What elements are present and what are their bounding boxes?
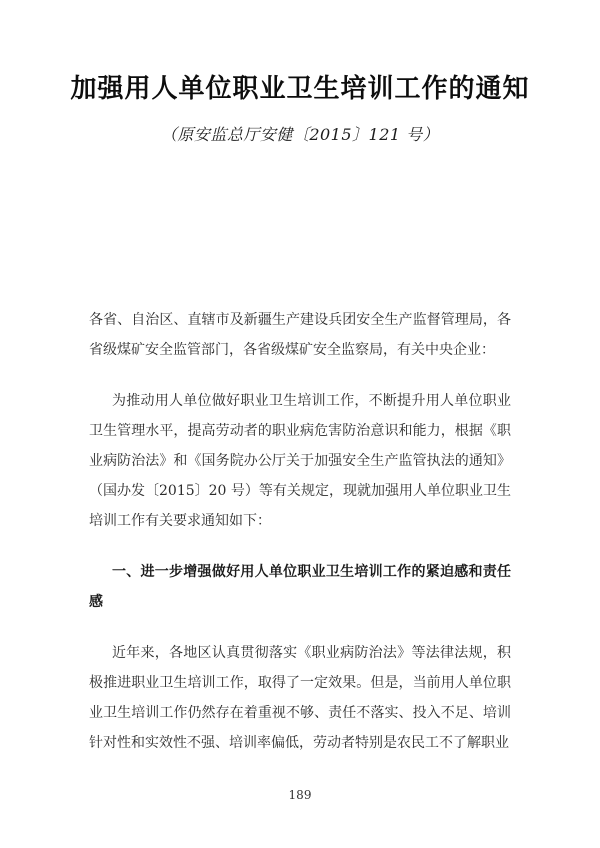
intro-paragraph: 为推动用人单位做好职业卫生培训工作，不断提升用人单位职业卫生管理水平，提高劳动者的职业病危害防治意识和能力，根据《职业病防治法》和《国务院办公厅关于加强安全生产监管执法的通知》（国办发〔2015〕20 号）等有关规定，现就加强用人单位职业卫生培训工作有关要求通知如下： bbox=[89, 393, 511, 529]
section-1-paragraph: 近年来，各地区认真贯彻落实《职业病防治法》等法律法规，积极推进职业卫生培训工作，取得了一定效果。但是，当前用人单位职业卫生培训工作仍然存在着重视不够、责任不落实、投入不足、培训针对性和实效性不强、培训率偏低，劳动者特别是农民工不了解职业 bbox=[89, 645, 511, 751]
doc-title: 加强用人单位职业卫生培训工作的通知 bbox=[70, 73, 530, 103]
doc-number: （原安监总厅安健〔2015〕121 号） bbox=[160, 125, 440, 144]
page-number: 189 bbox=[288, 788, 312, 802]
section-1-heading: 一、进一步增强做好用人单位职业卫生培训工作的紧迫感和责任感 bbox=[89, 564, 511, 610]
doc-body bbox=[89, 305, 511, 758]
salutation-paragraph: 各省、自治区、直辖市及新疆生产建设兵团安全生产监督管理局，各省级煤矿安全监管部门，各省级煤矿安全监察局，有关中央企业： bbox=[89, 312, 511, 358]
